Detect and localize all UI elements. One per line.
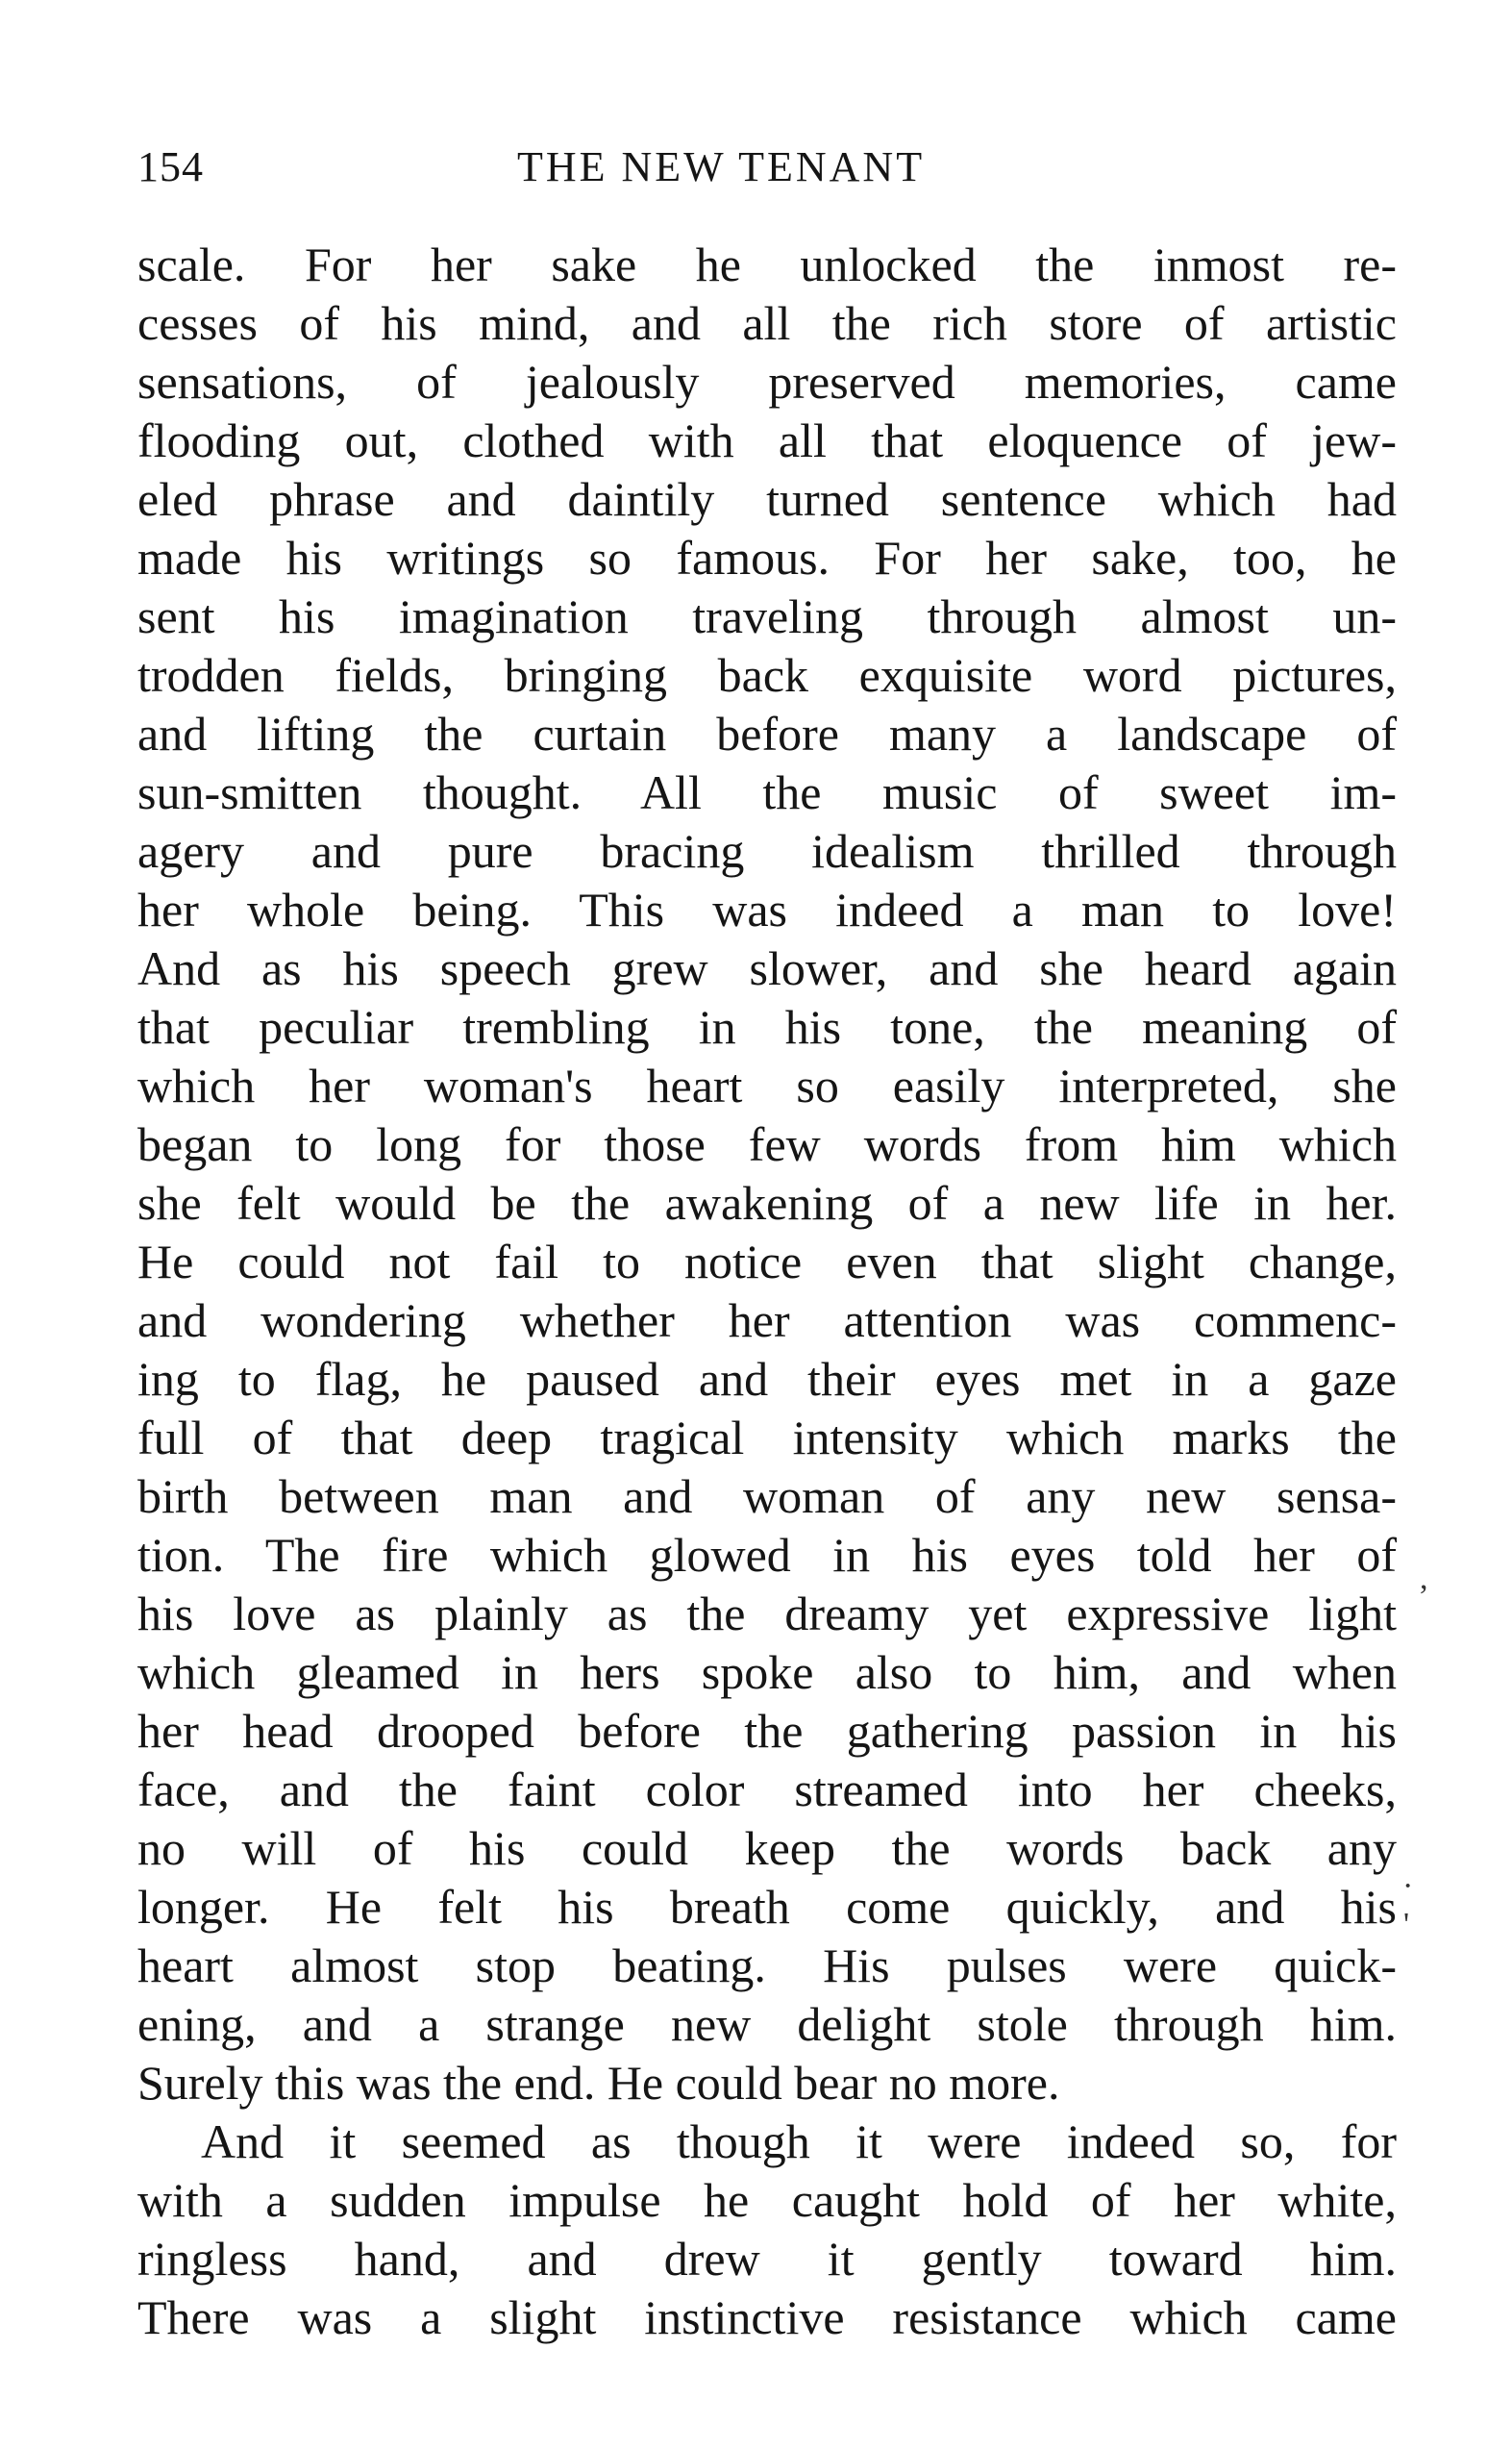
text-line: agery and pure bracing idealism thrilled through: [137, 824, 1397, 878]
text-line: Surely this was the end. He could bear no more.: [137, 2056, 1060, 2110]
text-line: with a sudden impulse he caught hold of her white,: [137, 2173, 1397, 2227]
margin-speck: ,: [1420, 1561, 1428, 1596]
text-line: and wondering whether her attention was commenc-: [137, 1293, 1397, 1347]
text-line: which her woman's heart so easily interpreted, she: [137, 1059, 1397, 1112]
text-line: face, and the faint color streamed into her cheeks,: [137, 1762, 1397, 1816]
text-line: flooding out, clothed with all that eloquence of jew-: [137, 413, 1397, 467]
text-line: began to long for those few words from him which: [137, 1117, 1397, 1171]
text-line: sun-smitten thought. All the music of sweet im-: [137, 765, 1397, 819]
text-line: There was a slight instinctive resistance which came: [137, 2290, 1397, 2344]
text-line: He could not fail to notice even that slight change,: [137, 1235, 1397, 1288]
page-number: 154: [137, 143, 204, 190]
text-line: ing to flag, he paused and their eyes met in a gaze: [137, 1352, 1397, 1406]
text-line: scale. For her sake he unlocked the inmost re-: [137, 238, 1397, 291]
text-line: she felt would be the awakening of a new life in her.: [137, 1176, 1397, 1230]
text-line: birth between man and woman of any new sensa-: [137, 1469, 1397, 1523]
text-line: that peculiar trembling in his tone, the meaning of: [137, 1000, 1397, 1054]
text-line: sent his imagination traveling through almost un-: [137, 589, 1397, 643]
text-line: eled phrase and daintily turned sentence which had: [137, 472, 1397, 526]
margin-speck: ·: [1402, 1868, 1414, 1904]
body-text: [137, 236, 1397, 2347]
text-line: ening, and a strange new delight stole through him.: [137, 1997, 1397, 2051]
running-title: THE NEW TENANT: [517, 143, 926, 190]
text-line: trodden fields, bringing back exquisite word pictures,: [137, 648, 1397, 702]
margin-speck: ': [1403, 1907, 1410, 1942]
paragraph-start-line: And it seemed as though it were indeed so, for: [201, 2114, 1397, 2168]
text-line: his love as plainly as the dreamy yet expressive light: [137, 1587, 1397, 1640]
text-line: her whole being. This was indeed a man to love!: [137, 883, 1397, 937]
text-line: which gleamed in hers spoke also to him, and when: [137, 1645, 1397, 1699]
text-line: cesses of his mind, and all the rich store of artistic: [137, 296, 1397, 350]
text-line: made his writings so famous. For her sake, too, he: [137, 531, 1397, 585]
text-line: her head drooped before the gathering passion in his: [137, 1704, 1397, 1758]
text-line: tion. The fire which glowed in his eyes told her of: [137, 1528, 1397, 1582]
text-line: full of that deep tragical intensity which marks the: [137, 1411, 1397, 1464]
text-line: ringless hand, and drew it gently toward him.: [137, 2232, 1397, 2286]
text-line: no will of his could keep the words back any: [137, 1821, 1397, 1875]
text-line: And as his speech grew slower, and she heard again: [137, 941, 1397, 995]
page-header: [137, 137, 1397, 198]
text-line: longer. He felt his breath come quickly, and his: [137, 1880, 1397, 1934]
text-line: and lifting the curtain before many a landscape of: [137, 707, 1397, 761]
text-line: heart almost stop beating. His pulses were quick-: [137, 1938, 1397, 1992]
text-line: sensations, of jealously preserved memories, came: [137, 355, 1397, 409]
